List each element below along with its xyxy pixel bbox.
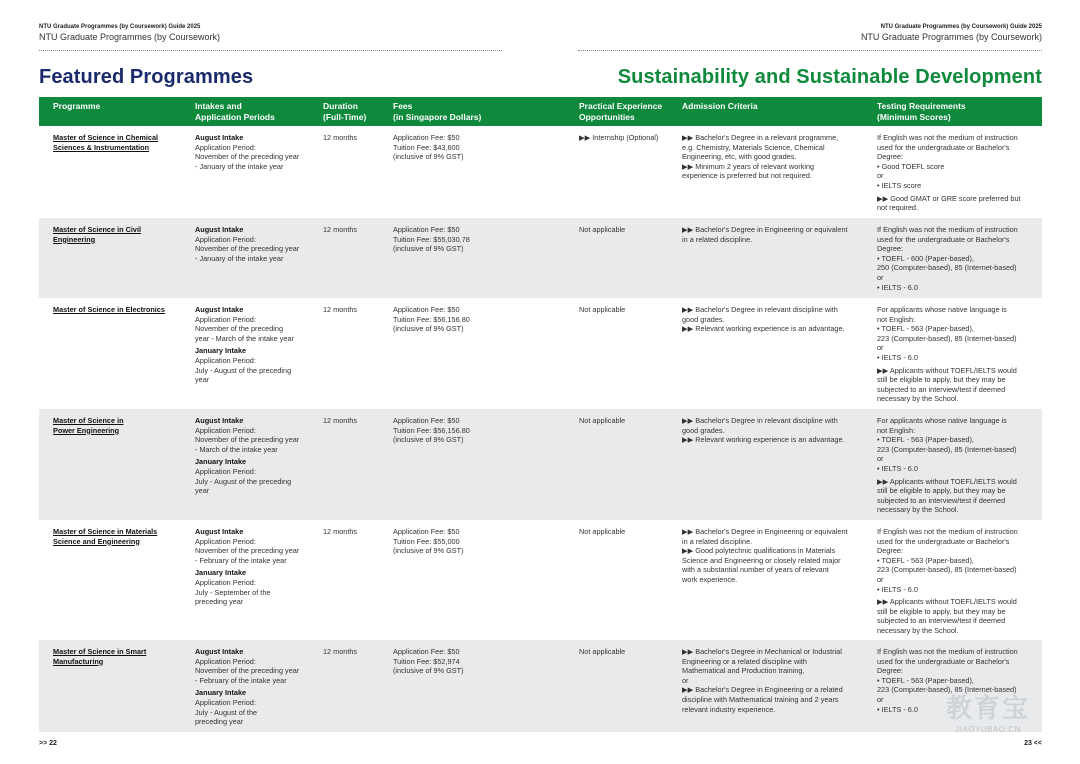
testing-line: or [877,574,884,584]
programme-name [53,305,183,315]
testing-line: ▶▶ Applicants without TOEFL/IELTS would [877,365,1017,375]
admission-criteria [682,133,864,181]
admission-line: experience is preferred but not required. [682,171,812,181]
testing-requirements [877,305,1039,404]
duration-value [323,416,383,426]
duration-text: 12 months [323,647,358,656]
testing-line: 250 (Computer-based), 85 (Internet-based) [877,263,1017,273]
fee-line: (inclusive of 9% GST) [393,324,464,334]
testing-line: still be eligible to apply, but they may be [877,606,1006,616]
intake-name: August Intake [195,416,244,425]
testing-line: or [877,272,884,282]
intake-period-line: Application Period: [195,466,256,476]
testing-line: or [877,171,884,181]
intake-period-line: preceding year [195,717,244,727]
testing-line: necessary by the School. [877,505,959,515]
programme-name-line: Master of Science in Smart [53,647,147,656]
fee-line: Application Fee: $50 [393,416,460,425]
table-row [39,640,1042,732]
testing-line: Degree: [877,244,903,254]
table-row [39,126,1042,218]
fee-line: (inclusive of 9% GST) [393,546,464,556]
duration-value [323,225,383,235]
intake-period-line: Application Period: [195,355,256,365]
testing-line: or [877,454,884,464]
intake-name: January Intake [195,568,247,578]
fee-line: Application Fee: $50 [393,133,460,142]
testing-line: 223 (Computer-based), 85 (Internet-based) [877,565,1017,575]
admission-line: ▶▶ Bachelor's Degree in Engineering or a related [682,685,843,695]
admission-line: Engineering, etc, with good grades. [682,152,797,162]
intake-period-line: November of the preceding [195,324,284,334]
testing-line: If English was not the medium of instruction [877,133,1018,142]
intake-period-line: July - August of the preceding [195,365,292,375]
intake-info [195,305,315,385]
intake-name: January Intake [195,346,247,356]
intake-info [195,416,315,496]
testing-line: still be eligible to apply, but they may be [877,375,1006,385]
admission-line: good grades. [682,425,725,435]
admission-criteria [682,305,864,334]
col-fees: Fees (in Singapore Dollars) [393,101,482,122]
admission-criteria [682,647,864,714]
duration-value [323,647,383,657]
programme-name [53,416,183,435]
programme-name-line: Master of Science in Electronics [53,305,165,314]
testing-requirements [877,133,1039,213]
table-row [39,520,1042,640]
intake-info [195,647,315,727]
testing-line: • Good TOEFL score [877,161,945,171]
fee-line: Tuition Fee: $56,156.80 [393,314,470,324]
fee-line: Tuition Fee: $55,000 [393,536,460,546]
testing-line: used for the undergraduate or Bachelor's [877,656,1010,666]
admission-line: ▶▶ Bachelor's Degree in relevant discipline with [682,416,838,425]
testing-line: necessary by the School. [877,394,959,404]
admission-line: ▶▶ Bachelor's Degree in Engineering or equivalent [682,225,848,234]
fees-info [393,225,571,254]
fee-line: (inclusive of 9% GST) [393,435,464,445]
programme-name-line: Power Engineering [53,425,120,435]
intake-period-line: preceding year [195,597,244,607]
fees-info [393,647,571,676]
programme-name-line: Master of Science in Chemical [53,133,159,142]
col-intakes: Intakes and Application Periods [195,101,275,122]
testing-line: If English was not the medium of instruction [877,527,1018,536]
testing-requirements [877,527,1039,636]
practical-experience [579,647,679,657]
admission-line: work experience. [682,574,738,584]
duration-value [323,133,383,143]
fee-line: (inclusive of 9% GST) [393,244,464,254]
testing-line: • TOEFL - 563 (Paper-based), [877,555,974,565]
admission-line: Mathematical and Production training, [682,666,805,676]
testing-line: • TOEFL - 563 (Paper-based), [877,324,974,334]
table-header [39,97,1042,126]
col-practical: Practical Experience Opportunities [579,101,663,122]
watermark-url: JIAOYUBAO.CN [955,725,1021,734]
intake-period-line: year - March of the intake year [195,333,294,343]
admission-criteria [682,416,864,445]
watermark [942,688,1034,734]
page-header-left [39,24,220,42]
testing-line: • IELTS - 6.0 [877,282,918,292]
admission-line: relevant industry experience. [682,704,776,714]
fee-line: Tuition Fee: $55,030.78 [393,234,470,244]
intake-period-line: year [195,375,210,385]
practical-experience [579,305,679,315]
intake-name: August Intake [195,647,244,656]
intake-period-line: November of the preceding year [195,152,300,162]
fee-line: (inclusive of 9% GST) [393,152,464,162]
testing-line: • IELTS - 6.0 [877,352,918,362]
intake-period-line: - March of the intake year [195,444,278,454]
fee-line: (inclusive of 9% GST) [393,666,464,676]
testing-line: subjected to an interview/test if deemed [877,495,1006,505]
testing-line: • TOEFL - 563 (Paper-based), [877,435,974,445]
fee-line: Application Fee: $50 [393,647,460,656]
testing-line: • IELTS score [877,180,922,190]
duration-value [323,305,383,315]
intake-name: August Intake [195,133,244,142]
guide-title-left: NTU Graduate Programmes (by Coursework) Guide 2025 [39,24,201,30]
col-duration: Duration (Full-Time) [323,101,367,122]
admission-line: good grades. [682,314,725,324]
intake-info [195,133,315,171]
programme-name [53,647,183,666]
divider-right [578,50,1042,51]
intake-period-line: July - August of the [195,707,258,717]
intake-period-line: Application Period: [195,425,256,435]
intake-period-line: year [195,486,210,496]
intake-period-line: Application Period: [195,314,256,324]
programme-name-line: Engineering [53,234,96,244]
admission-line: ▶▶ Relevant working experience is an advantage. [682,435,845,445]
page-number-left: >> 22 [39,740,57,747]
intake-period-line: Application Period: [195,656,256,666]
admission-line: ▶▶ Bachelor's Degree in Mechanical or Industrial [682,647,842,656]
programme-name-line: Manufacturing [53,656,104,666]
testing-line: used for the undergraduate or Bachelor's [877,234,1010,244]
fee-line: Application Fee: $50 [393,527,460,536]
testing-line: Degree: [877,152,903,162]
testing-line: For applicants whose native language is [877,416,1007,425]
fee-line: Application Fee: $50 [393,225,460,234]
duration-text: 12 months [323,305,358,314]
guide-subtitle-right: NTU Graduate Programmes (by Coursework) [860,32,1042,42]
intake-period-line: Application Period: [195,536,256,546]
page-number-right: 23 << [1024,740,1042,747]
admission-line: ▶▶ Bachelor's Degree in a relevant programme, [682,133,839,142]
testing-line: If English was not the medium of instruction [877,647,1018,656]
admission-line: discipline with Mathematical training and 2 years [682,694,839,704]
testing-line: 223 (Computer-based), 85 (Internet-based) [877,444,1017,454]
testing-line: • IELTS - 6.0 [877,704,918,714]
programme-name-line: Master of Science in [53,416,124,425]
practical-experience [579,416,679,426]
testing-line: subjected to an interview/test if deemed [877,384,1006,394]
fees-info [393,133,571,162]
testing-line: used for the undergraduate or Bachelor's [877,536,1010,546]
guide-subtitle-left: NTU Graduate Programmes (by Coursework) [39,32,221,42]
admission-line: in a related discipline. [682,536,753,546]
table-row [39,218,1042,298]
testing-line: or [877,694,884,704]
admission-line: with a substantial number of years of relevant [682,565,829,575]
admission-line: Science and Engineering or closely related major [682,555,841,565]
duration-value [323,527,383,537]
table-row [39,409,1042,520]
admission-criteria [682,225,864,244]
fees-info [393,416,571,445]
testing-line: not English: [877,425,916,435]
testing-line: Degree: [877,546,903,556]
fee-line: Application Fee: $50 [393,305,460,314]
fee-line: Tuition Fee: $43,600 [393,142,460,152]
testing-line: If English was not the medium of instruction [877,225,1018,234]
admission-line: ▶▶ Good polytechnic qualifications in Materials [682,546,836,556]
intake-period-line: - February of the intake year [195,675,287,685]
fees-info [393,527,571,556]
practical-text: Not applicable [579,527,626,536]
intake-name: August Intake [195,527,244,536]
intake-period-line: Application Period: [195,234,256,244]
duration-text: 12 months [323,416,358,425]
admission-line: Engineering or a related discipline with [682,656,807,666]
testing-line: ▶▶ Applicants without TOEFL/IELTS would [877,476,1017,486]
col-programme: Programme [53,101,101,111]
programme-name [53,527,183,546]
table-row [39,298,1042,409]
testing-line: 223 (Computer-based), 85 (Internet-based) [877,685,1017,695]
programme-name-line: Master of Science in Materials [53,527,158,536]
testing-line: For applicants whose native language is [877,305,1007,314]
testing-line: necessary by the School. [877,625,959,635]
testing-line: used for the undergraduate or Bachelor's [877,142,1010,152]
intake-period-line: - January of the intake year [195,253,284,263]
practical-experience [579,225,679,235]
intake-name: January Intake [195,457,247,467]
intake-period-line: - January of the intake year [195,161,284,171]
duration-text: 12 months [323,133,358,142]
intake-period-line: Application Period: [195,142,256,152]
admission-line: ▶▶ Bachelor's Degree in Engineering or equivalent [682,527,848,536]
programme-name-line: Master of Science in Civil [53,225,141,234]
intake-name: August Intake [195,305,244,314]
practical-text: Not applicable [579,305,626,314]
practical-text: Not applicable [579,647,626,656]
testing-line: ▶▶ Applicants without TOEFL/IELTS would [877,597,1017,607]
admission-criteria [682,527,864,585]
intake-name: January Intake [195,688,247,698]
practical-experience [579,527,679,537]
section-title-featured: Featured Programmes [39,66,254,88]
testing-requirements [877,416,1039,515]
intake-period-line: November of the preceding year [195,435,300,445]
testing-line: ▶▶ Good GMAT or GRE score preferred but [877,193,1021,203]
fees-info [393,305,571,334]
testing-line: still be eligible to apply, but they may be [877,486,1006,496]
intake-period-line: November of the preceding year [195,666,300,676]
admission-line: e.g. Chemistry, Materials Science, Chemical [682,142,825,152]
duration-text: 12 months [323,527,358,536]
intake-info [195,225,315,263]
programme-name-line: Science and Engineering [53,536,140,546]
intake-period-line: July - September of the [195,587,271,597]
programme-name [53,133,183,152]
duration-text: 12 months [323,225,358,234]
intake-period-line: Application Period: [195,697,256,707]
fee-line: Tuition Fee: $56,156.80 [393,425,470,435]
practical-experience [579,133,679,143]
intake-period-line: - February of the intake year [195,555,287,565]
admission-line: ▶▶ Relevant working experience is an advantage. [682,324,845,334]
testing-line: subjected to an interview/test if deemed [877,616,1006,626]
practical-text: ▶▶ Internship (Optional) [579,133,659,142]
testing-line: not English: [877,314,916,324]
admission-line: ▶▶ Minimum 2 years of relevant working [682,161,815,171]
admission-line: ▶▶ Bachelor's Degree in relevant discipline with [682,305,838,314]
testing-line: not required. [877,203,918,213]
testing-line: • TOEFL - 563 (Paper-based), [877,675,974,685]
practical-text: Not applicable [579,416,626,425]
section-title-sustainability: Sustainability and Sustainable Development [617,66,1042,88]
divider-left [39,50,502,51]
testing-line: • IELTS - 6.0 [877,463,918,473]
col-admission: Admission Criteria [682,101,758,111]
testing-requirements [877,225,1039,292]
intake-info [195,527,315,607]
testing-line: or [877,343,884,353]
testing-line: Degree: [877,666,903,676]
watermark-logo: 教育宝 [945,693,1030,723]
col-testing: Testing Requirements (Minimum Scores) [877,101,966,122]
programme-name-line: Sciences & Instrumentation [53,142,150,152]
guide-title-right: NTU Graduate Programmes (by Coursework) Guide 2025 [880,24,1042,30]
page-header-right [861,24,1042,42]
admission-line: in a related discipline. [682,234,753,244]
admission-line: or [682,675,689,685]
testing-line: • TOEFL - 600 (Paper-based), [877,253,974,263]
intake-period-line: November of the preceding year [195,244,300,254]
intake-period-line: July - August of the preceding [195,476,292,486]
programme-name [53,225,183,244]
intake-name: August Intake [195,225,244,234]
fee-line: Tuition Fee: $52,974 [393,656,460,666]
testing-line: 223 (Computer-based), 85 (Internet-based) [877,333,1017,343]
practical-text: Not applicable [579,225,626,234]
intake-period-line: Application Period: [195,577,256,587]
intake-period-line: November of the preceding year [195,546,300,556]
testing-line: • IELTS - 6.0 [877,584,918,594]
